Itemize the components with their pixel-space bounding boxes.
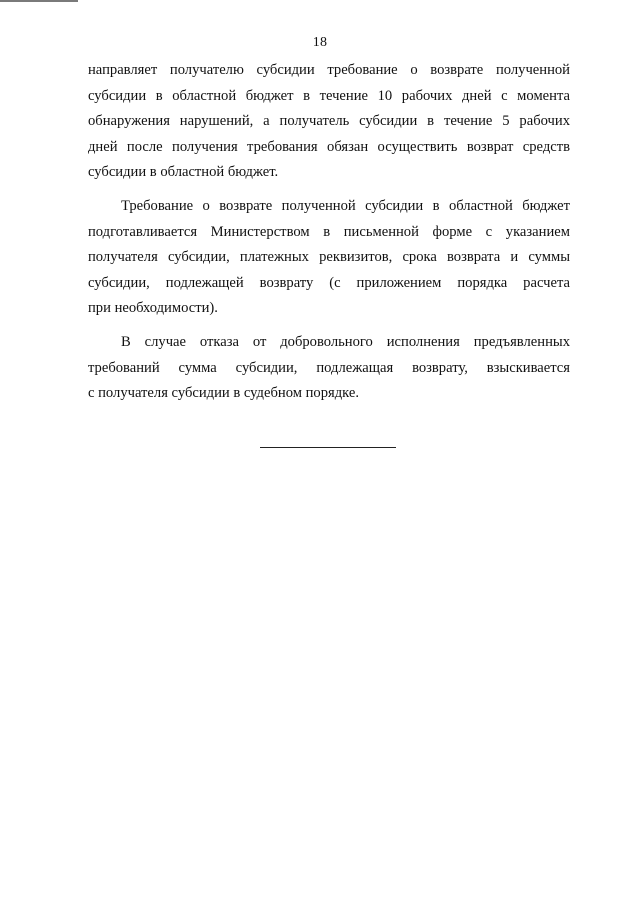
text-line: субсидии в областной бюджет. xyxy=(88,164,279,181)
scan-corner-mark xyxy=(0,0,78,2)
text-line: при необходимости). xyxy=(88,300,218,317)
page-number: 18 xyxy=(312,35,328,50)
text-line: обнаружения нарушений, а получатель субсидии в течение 5 рабочих xyxy=(88,113,570,130)
text-line: В случае отказа от добровольного исполнения предъявленных xyxy=(121,333,570,350)
text-line: требований сумма субсидии, подлежащая возврату, взыскивается xyxy=(88,359,570,376)
text-line: направляет получателю субсидии требование о возврате полученной xyxy=(88,62,570,78)
text-line: субсидии, подлежащей возврату (с приложением порядка расчета xyxy=(88,274,570,291)
paragraph-1 xyxy=(88,58,570,186)
text-line: с получателя субсидии в судебном порядке. xyxy=(88,385,359,402)
document-body xyxy=(88,58,570,415)
end-of-document-rule xyxy=(260,447,396,448)
text-line: дней после получения требования обязан осуществить возврат средств xyxy=(88,138,570,155)
paragraph-3 xyxy=(88,330,570,407)
paragraph-2 xyxy=(88,194,570,322)
text-line: подготавливается Министерством в письменной форме с указанием xyxy=(88,223,570,240)
text-line: получателя субсидии, платежных реквизитов, срока возврата и суммы xyxy=(88,249,570,266)
text-line: Требование о возврате полученной субсидии в областной бюджет xyxy=(121,197,570,214)
text-line: субсидии в областной бюджет в течение 10 рабочих дней с момента xyxy=(88,87,570,104)
